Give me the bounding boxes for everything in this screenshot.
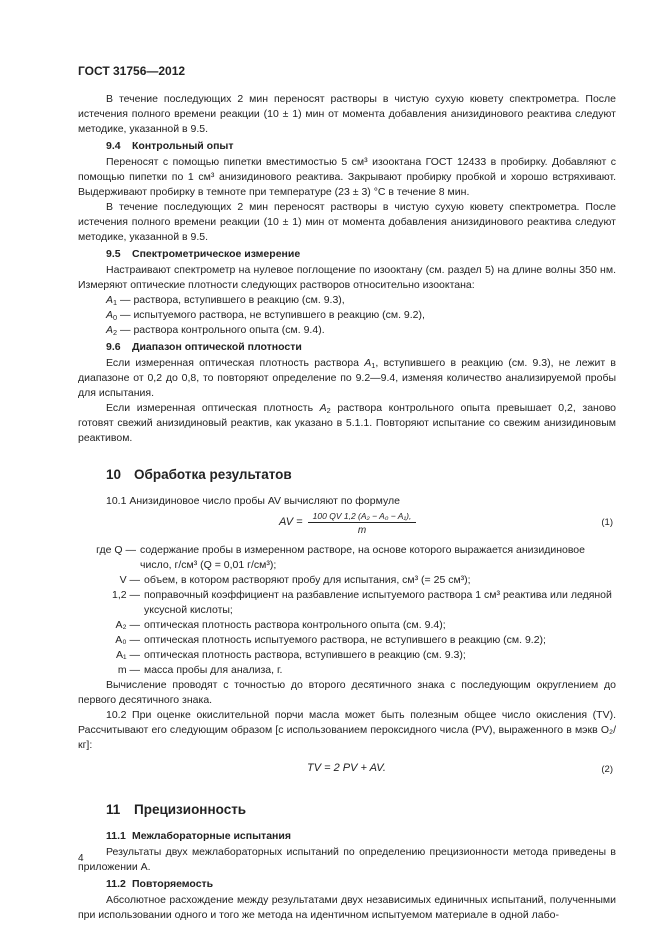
formula-1-denominator: m bbox=[357, 525, 367, 536]
list-item-a0: $A_0$ — испытуемого раствора, не вступившего в реакцию (см. 9.2), bbox=[106, 309, 425, 322]
formula-2-expression: TV = 2 PV + AV. bbox=[307, 762, 386, 774]
section-title: Обработка результатов bbox=[134, 467, 292, 482]
document-body bbox=[78, 92, 616, 923]
paragraph-9-5-1: Настраивают спектрометр на нулевое поглощение по изооктану (см. раздел 5) на длине волны 350 нм. Измеряют оптические плотности следующих растворов относительно изооктана: bbox=[78, 264, 616, 291]
section-title: Повторяемость bbox=[132, 878, 214, 890]
heading-9-6 bbox=[106, 340, 616, 355]
paragraph-11-2: Абсолютное расхождение между результатами двух независимых единичных испытаний, полученными при использовании одного и того же метода на идентичном испытуемом материале в одной лабо- bbox=[78, 894, 616, 921]
page-number: 4 bbox=[78, 853, 84, 864]
paragraph-10-2: 10.2 При оценке окислительной порчи масла может быть полезным общее число окисления (TV). Рассчитывают его следующим образом [с использованием пероксидного числа (PV), выраженного в мэкв O₂/кг]: bbox=[78, 709, 616, 751]
paragraph-9-4-2: В течение последующих 2 мин переносят растворы в чистую сухую кювету спектрометра. После истечения полного времени реакции (10 ± 1) мин от момента добавления анизидинового реактива следуют методике, указанной в 9.5. bbox=[78, 201, 616, 243]
paragraph-calc: Вычисление проводят с точностью до второго десятичного знака с последующим округлением до первого десятичного знака. bbox=[78, 679, 616, 706]
paragraph-9-6-2: Если измеренная оптическая плотность $A_2$ раствора контрольного опыта превышает 0,2, заново готовят свежий анизидиновый реактив, как указано в 5.1.1. Повторяют испытание со свежим анизидиновым реактивом. bbox=[78, 402, 616, 444]
heading-11 bbox=[106, 802, 616, 817]
heading-10 bbox=[106, 467, 616, 482]
paragraph-9-3-continuation: В течение последующих 2 мин переносят растворы в чистую сухую кювету спектрометра. После истечения полного времени реакции (10 ± 1) мин от момента добавления анизидинового реактива следуют методике, указанной в 9.5. bbox=[78, 93, 616, 135]
section-title: Межлабораторные испытания bbox=[132, 830, 291, 842]
where-item-coef: 1,2 — поправочный коэффициент на разбавление испытуемого раствора 1 см³ реактива или ледяной уксусной кислоты; bbox=[111, 589, 612, 616]
list-item-a1: $A_1$ — раствора, вступившего в реакцию (см. 9.3), bbox=[106, 294, 345, 307]
heading-9-5 bbox=[106, 247, 616, 262]
paragraph-9-6-1: Если измеренная оптическая плотность раствора $A_1$, вступившего в реакцию (см. 9.3), не лежит в диапазоне от 0,2 до 0,8, то повторяют определение по 9.2—9.4, изменяя количество анализируемой пробы для испытания. bbox=[78, 357, 616, 399]
section-number: 11.2 bbox=[106, 878, 126, 890]
where-item-a0: A₀ — оптическая плотность испытуемого раствора, не вступившего в реакцию (см. 9.2); bbox=[115, 634, 546, 646]
section-title: Диапазон оптической плотности bbox=[132, 341, 302, 353]
section-number: 11.1 bbox=[106, 830, 126, 842]
where-item-q: где Q — содержание пробы в измеренном растворе, на основе которого выражается анизидиновое число, г/см³ (Q = 0,01 г/см³); bbox=[96, 544, 585, 571]
formula-2 bbox=[78, 757, 616, 781]
paragraph-11-1: Результаты двух межлабораторных испытаний по определению прецизионности метода приведены в приложении А. bbox=[78, 846, 616, 873]
heading-9-4 bbox=[106, 139, 616, 154]
heading-11-2 bbox=[106, 877, 616, 892]
formula-1-number: (1) bbox=[601, 517, 613, 528]
section-number: 11 bbox=[106, 802, 121, 817]
formula-1 bbox=[78, 509, 616, 543]
paragraph-10-1: 10.1 Анизидиновое число пробы AV вычисляют по формуле bbox=[106, 495, 400, 507]
heading-11-1 bbox=[106, 829, 616, 844]
where-item-m: m — масса пробы для анализа, г. bbox=[117, 664, 283, 676]
where-item-a1: A₁ — оптическая плотность раствора, вступившего в реакцию (см. 9.3); bbox=[116, 649, 466, 661]
formula-2-number: (2) bbox=[601, 764, 613, 775]
where-item-v: V — объем, в котором растворяют пробу для испытания, см³ (= 25 см³); bbox=[119, 574, 471, 586]
section-number: 9.6 bbox=[106, 341, 121, 353]
formula-1-fraction bbox=[308, 510, 416, 539]
page-header-standard-number: ГОСТ 31756—2012 bbox=[78, 64, 186, 78]
where-item-a2: A₂ — оптическая плотность раствора контрольного опыта (см. 9.4); bbox=[115, 619, 446, 631]
section-number: 10 bbox=[106, 467, 122, 482]
list-item-a2: $A_2$ — раствора контрольного опыта (см. 9.4). bbox=[106, 324, 325, 337]
section-title: Спектрометрическое измерение bbox=[132, 248, 301, 260]
formula-1-numerator: 100 QV 1,2 (A₂ − A₀ − A₁), bbox=[308, 510, 416, 523]
paragraph-9-4-1: Переносят с помощью пипетки вместимостью 5 см³ изооктана ГОСТ 12433 в пробирку. Добавляют с помощью пипетки по 1 см³ анизидинового реактива. Закрывают пробирку пробкой и хорошо встряхивают. Выдерживают пробирку в темноте при температуре (23 ± 3) °С в течение 8 мин. bbox=[78, 156, 616, 198]
section-title: Прецизионность bbox=[134, 802, 247, 817]
section-number: 9.4 bbox=[106, 140, 121, 152]
formula-1-lhs: AV = bbox=[279, 516, 303, 528]
section-number: 9.5 bbox=[106, 248, 121, 260]
section-title: Контрольный опыт bbox=[132, 140, 234, 152]
